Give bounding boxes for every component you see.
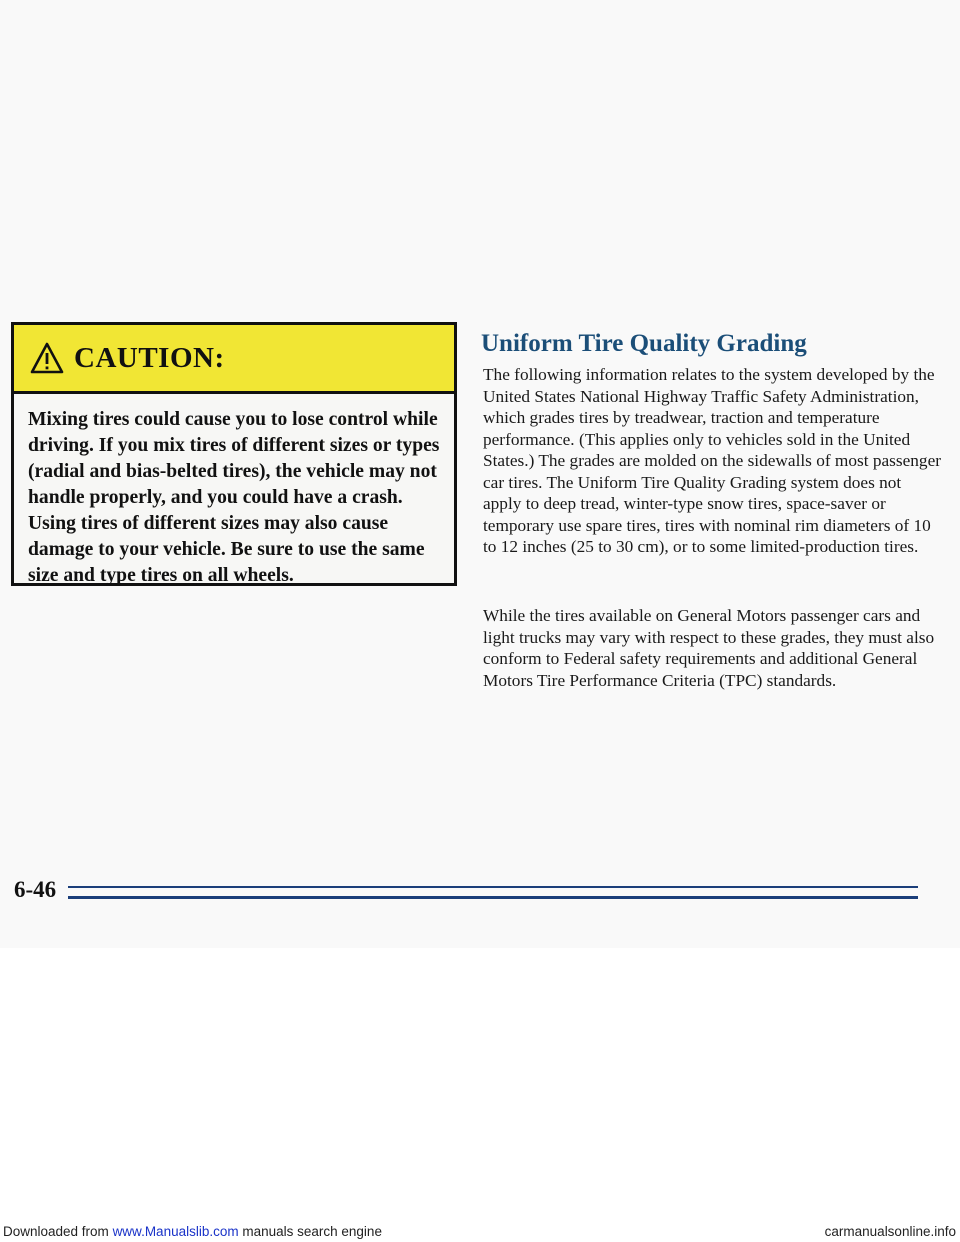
footer-prefix: Downloaded from: [3, 1224, 113, 1239]
page-number: 6-46: [14, 877, 57, 902]
download-footer: [3, 1224, 382, 1239]
caution-header: [14, 325, 454, 394]
footer-rule: [68, 886, 918, 888]
caution-title: CAUTION:: [74, 341, 225, 374]
warning-triangle-icon: [30, 342, 64, 374]
footer-rule-thick: [68, 896, 918, 899]
caution-box: [11, 322, 457, 586]
paragraph-gm-standards: While the tires available on General Motors passenger cars and light trucks may vary with respect to these grades, they must also conform to Federal safety requirements and additional General Motors Tire Performance Criteria (TPC) standards.: [483, 606, 935, 690]
manualslib-link[interactable]: www.Manualslib.com: [112, 1224, 239, 1239]
caution-text: Mixing tires could cause you to lose control while driving. If you mix tires of different sizes or types (radial and bias-belted tires), the vehicle may not handle properly, and you could have a crash. Using tires of different sizes may also cause damage to your vehicle. Be sure to use the same size and type tires on all wheels.: [28, 409, 440, 586]
section-heading: Uniform Tire Quality Grading: [481, 330, 807, 357]
paragraph-tire-grading: The following information relates to the system developed by the United States National Highway Traffic Safety Administration, which grades tires by treadwear, traction and temperature performance. (This applies only to vehicles sold in the United States.) The grades are molded on the sidewalls of most passenger car tires. The Uniform Tire Quality Grading system does not apply to deep tread, winter-type snow tires, space-saver or temporary use spare tires, tires with nominal rim diameters of 10 to 12 inches (25 to 30 cm), or to some limited-production tires.: [483, 365, 941, 556]
footer-suffix: manuals search engine: [238, 1224, 382, 1239]
watermark-site: carmanualsonline.info: [824, 1224, 956, 1239]
